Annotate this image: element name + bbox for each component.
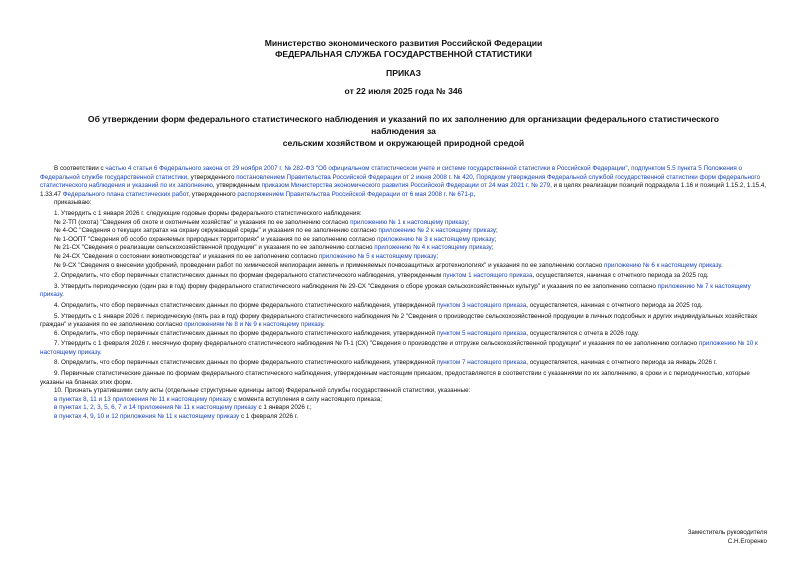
item-text: .: [99, 348, 102, 356]
item-5: [40, 313, 769, 330]
appendix-link[interactable]: приложению № 7 к настоящему приказу: [40, 282, 751, 299]
repeal-link[interactable]: в пунктах 1, 2, 3, 5, 6, 7 и 14 приложения № 11 к настоящему приказу: [54, 404, 257, 412]
appendix-link[interactable]: приложениям № 8 и № 9 к настоящему приказу: [184, 321, 324, 329]
item-text: , осуществляется, начиная с отчетного периода за январь 2026 г.: [526, 359, 718, 367]
form-text: № 1-ООПТ "Сведения об особо охраняемых природных территориях" и указания по ее заполнению согласно: [54, 235, 377, 243]
plan-link[interactable]: Федерального плана статистических работ: [62, 190, 189, 198]
item-text: 7. Утвердить с 1 февраля 2026 г. месячную форму федерального статистического наблюдения № П-1 (СХ) "Сведения о производстве и отгрузке сельскохозяйственной продукции" и указания по ее заполнению согласно: [54, 340, 699, 348]
form-item: [40, 244, 769, 253]
signature-block: [688, 528, 767, 546]
appendix-link[interactable]: приложению № 6 к настоящему приказу: [604, 261, 721, 269]
preamble-text: , утвержденного: [187, 173, 237, 181]
appendix-link[interactable]: приложению № 1 к настоящему приказу: [350, 218, 468, 226]
repeal-text: с момента вступления в силу настоящего приказа;: [231, 395, 382, 403]
appendix-link[interactable]: приложению № 5 к настоящему приказу: [318, 252, 437, 260]
item-text: .: [62, 291, 64, 299]
form-text: № 24-СХ "Сведения о состоянии животноводства" и указания по ее заполнению согласно: [54, 252, 319, 260]
item-text: , осуществляется с отчета в 2026 году.: [526, 329, 640, 337]
doc-date-number: от 22 июля 2025 года № 346: [344, 86, 463, 96]
form-item: [40, 253, 769, 262]
item-10: 10. Признать утратившими силу акты (отдельные структурные единицы актов) Федеральной службы государственной статистики, указанные:: [54, 387, 471, 395]
item-7: [40, 340, 769, 357]
appendix-link[interactable]: приложению № 10 к настоящему приказу: [40, 340, 758, 356]
signer-name: С.Н.Егоренко: [727, 538, 767, 545]
item-9: 9. Первичные статистические данные по формам федерального статистического наблюдения, утвержденным настоящим приказом, предоставляются в соответствии с указаниями по их заполнению, в сроки и с периодичностью, которые указаны на бланках этих форм.: [40, 370, 750, 386]
item-2: [40, 272, 769, 281]
form-text: № 21-СХ "Сведения о реализации сельскохозяйственной продукции" и указания по ее заполнению согласно: [54, 244, 375, 252]
item-text: , осуществляется, начиная с отчетного периода за 2025 год.: [526, 301, 703, 309]
ministry-name: Министерство экономического развития Российской Федерации: [264, 38, 543, 48]
regulation-link[interactable]: подпунктом 5.5 пункта 5 Положения о Федеральной службе государственной статистики: [40, 165, 742, 181]
preamble-text: ,: [627, 165, 632, 172]
form-text: № 4-ОС "Сведения о текущих затратах на охрану окружающей среды" и указания по ее заполнению согласно: [54, 227, 379, 235]
preamble: [40, 165, 769, 199]
item-text: 3. Утвердить периодическую (один раз в год) форму федерального статистического наблюдения № 29-СХ "Сведения о сборе урожая сельскохозяйственных культур" и указания по ее заполнению согласно: [54, 282, 658, 290]
clause-link[interactable]: пунктом 1 настоящего приказа: [442, 272, 533, 280]
preamble-text: , утвержденного: [188, 190, 238, 198]
item-text: , осуществляется, начиная с отчетного периода за 2025 год.: [532, 272, 709, 280]
appendix-link[interactable]: приложению № 4 к настоящему приказу: [374, 244, 492, 252]
repeal-text: с 1 февраля 2026 г.: [239, 413, 299, 421]
doc-title: [70, 113, 737, 149]
form-item: [40, 219, 769, 228]
item-text: 5. Утвердить с 1 января 2026 г. периодическую (пять раз в год) форму федерального статистического наблюдения № 2 "Сведения о производстве сельскохозяйственной продукции в личных подсобных и других индивидуальных хозяйствах граждан" и указания по ее заполнению согласно: [40, 312, 758, 329]
repeal-item: [40, 404, 769, 413]
doc-body: [40, 165, 769, 422]
item-text: 6. Определить, что сбор первичных статистических данных по форме федерального статистического наблюдения, утвержденной: [54, 329, 437, 337]
decree-link[interactable]: постановлением Правительства Российской Федерации от 2 июня 2008 г. № 420: [236, 173, 473, 181]
repeal-item: [40, 396, 769, 405]
item-4: [40, 302, 769, 311]
clause-link[interactable]: пунктом 7 настоящего приказа: [436, 359, 527, 367]
item-6: [40, 330, 769, 339]
repeal-text: с 1 января 2026 г.;: [256, 404, 312, 412]
form-text: ;: [495, 227, 498, 235]
doc-title-line: Об утверждении форм федерального статистического наблюдения и указаний по их заполнению для организации федерального статистического наблюдения за: [87, 114, 720, 136]
preamble-text: ,: [472, 173, 477, 181]
repeal-link[interactable]: в пунктах 4, 9, 10 и 12 приложения № 11 к настоящему приказу: [54, 413, 240, 421]
service-name: ФЕДЕРАЛЬНАЯ СЛУЖБА ГОСУДАРСТВЕННОЙ СТАТИСТИКИ: [275, 49, 532, 59]
item-text: 8. Определить, что сбор первичных статистических данных по форме федерального статистического наблюдения, утвержденной: [54, 359, 437, 367]
form-item: [40, 227, 769, 236]
clause-link[interactable]: пунктом 5 настоящего приказа: [436, 329, 527, 337]
repeal-link[interactable]: в пунктах 8, 11 и 13 приложения № 11 к настоящему приказу: [54, 395, 232, 403]
form-text: № 2-ТП (охота) "Сведения об охоте и охотничьем хозяйстве" и указания по ее заполнению согласно: [54, 218, 351, 226]
form-item: [40, 262, 769, 271]
preamble-text: , утвержденным: [212, 182, 262, 190]
form-text: ;: [467, 218, 470, 226]
item-8: [40, 359, 769, 368]
doc-type: ПРИКАЗ: [386, 68, 421, 78]
law-link[interactable]: частью 4 статьи 6 Федерального закона от 29 ноября 2007 г. № 282-ФЗ "Об официальном статистическом учете и системе государственной статистики в Российской Федерации": [105, 165, 628, 172]
repeal-item: [40, 413, 769, 422]
item-text: 4. Определить, что сбор первичных статистических данных по форме федерального статистического наблюдения, утвержденной: [54, 301, 437, 309]
item-text: 2. Определить, что сбор первичных статистических данных по формам федерального статистического наблюдения, утвержденным: [54, 272, 443, 280]
form-text: .: [720, 261, 723, 269]
item-text: .: [323, 321, 325, 329]
form-text: № 9-СХ "Сведения о внесении удобрений, проведении работ по химической мелиорации земель и применяемых почвозащитных агротехнологиях" и указания по ее заполнению согласно: [54, 261, 605, 269]
directive-link[interactable]: распоряжением Правительства Российской Федерации от 6 мая 2008 г. № 671-р: [237, 190, 474, 198]
preamble-text: , и в целях реализации позиций подраздела 1.16 и позиций 1.15.2, 1.15.4, 1.33.47: [40, 182, 767, 198]
appendix-link[interactable]: приложению № 3 к настоящему приказу: [376, 235, 495, 243]
form-text: ;: [491, 244, 494, 252]
procedure-link[interactable]: Порядком утверждения Федеральной службой государственной статистики форм федерального статистического наблюдения и указаний по их заполнению: [40, 173, 761, 190]
item-3: [40, 283, 769, 300]
form-text: ;: [436, 252, 439, 260]
preamble-text: ,: [473, 190, 476, 198]
preamble-text: В соответствии с: [54, 165, 106, 172]
clause-link[interactable]: пунктом 3 настоящего приказа: [436, 301, 527, 309]
signer-position: Заместитель руководителя: [687, 529, 767, 536]
doc-title-line: сельским хозяйством и окружающей природной средой: [282, 138, 525, 148]
order-link[interactable]: приказом Министерства экономического развития Российской Федерации от 24 мая 2021 г. № 279: [261, 182, 551, 190]
prikazyvayu: приказываю:: [54, 199, 92, 207]
appendix-link[interactable]: приложению № 2 к настоящему приказу: [378, 227, 496, 235]
item-1: 1. Утвердить с 1 января 2026 г. следующие годовые формы федерального статистического наблюдения:: [54, 209, 362, 217]
form-text: ;: [494, 235, 497, 243]
